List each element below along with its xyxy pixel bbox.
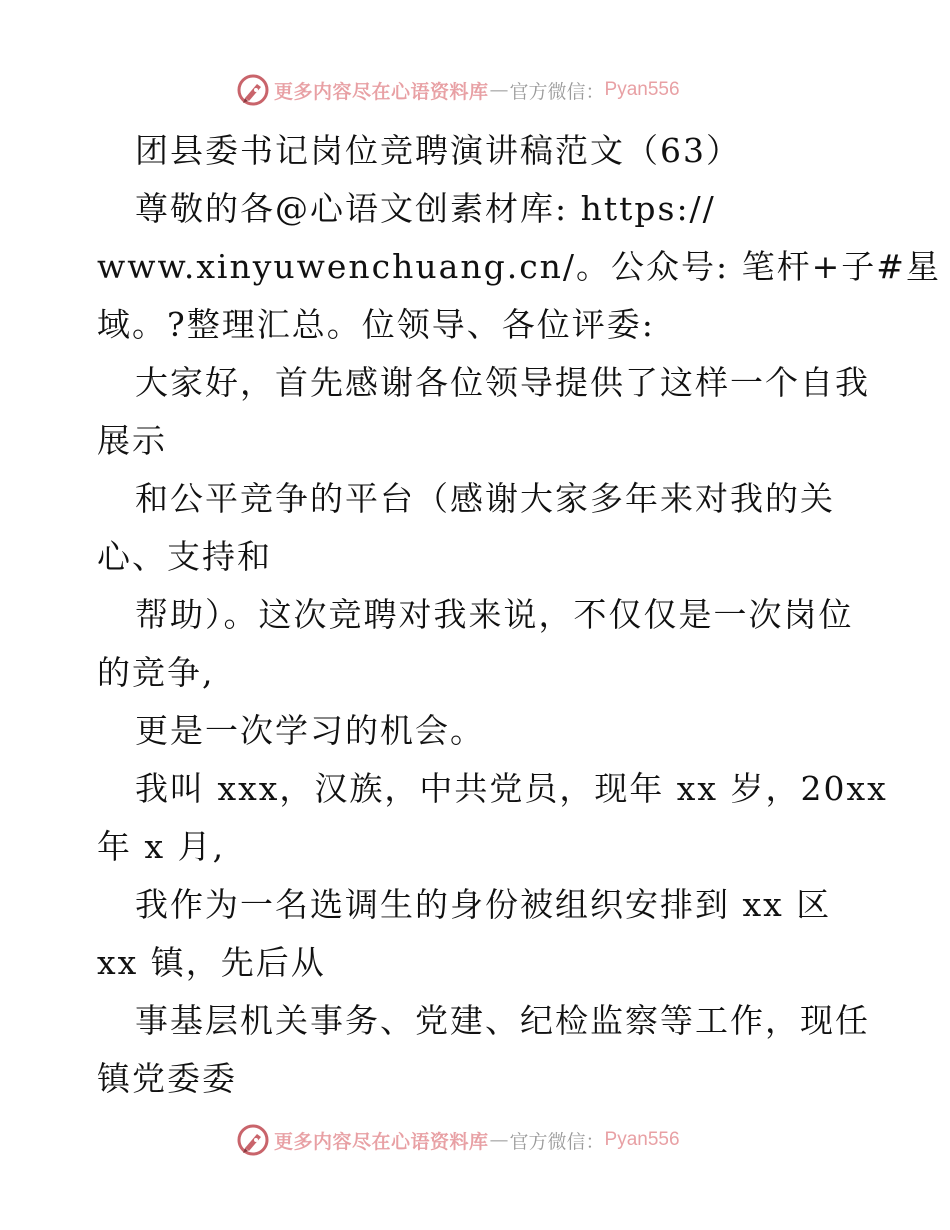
text-line: www.xinyuwenchuang.cn/。公众号: 笔杆+子#星 xyxy=(97,247,941,286)
watermark-sub-text: 官方微信： xyxy=(509,1130,605,1153)
header-watermark xyxy=(236,73,680,107)
watermark-sub-text: 官方微信： xyxy=(509,80,605,103)
footer-watermark xyxy=(236,1123,680,1157)
text-line: 展示 xyxy=(97,421,167,460)
watermark-dash: — xyxy=(489,1129,509,1151)
text-line: 心、支持和 xyxy=(97,537,272,576)
pen-logo-icon xyxy=(236,73,270,107)
watermark-account-id: Pyan556 xyxy=(604,1129,680,1150)
text-line: 和公平竞争的平台（感谢大家多年来对我的关 xyxy=(135,479,835,518)
text-line: 大家好，首先感谢各位领导提供了这样一个自我 xyxy=(135,363,870,402)
watermark-dash: — xyxy=(489,79,509,101)
text-line: 尊敬的各@心语文创素材库: https:// xyxy=(135,189,716,228)
text-line: 帮助）。这次竞聘对我来说，不仅仅是一次岗位 xyxy=(135,595,854,634)
pen-logo-icon xyxy=(236,1123,270,1157)
text-line: 更是一次学习的机会。 xyxy=(135,711,485,750)
text-line: 我作为一名选调生的身份被组织安排到 xx 区 xyxy=(135,885,832,924)
text-line: 的竞争, xyxy=(97,653,215,692)
document-title: 团县委书记岗位竞聘演讲稿范文（63） xyxy=(135,131,741,170)
text-line: 我叫 xxx，汉族，中共党员，现年 xx 岁，20xx xyxy=(135,769,888,808)
watermark-main-text: 更多内容尽在心语资料库 xyxy=(274,80,489,103)
text-line: 年 x 月, xyxy=(97,827,226,866)
watermark-account-id: Pyan556 xyxy=(604,79,680,100)
watermark-main-text: 更多内容尽在心语资料库 xyxy=(274,1130,489,1153)
text-line: 镇党委委 xyxy=(97,1059,237,1098)
document-body xyxy=(97,122,941,1108)
text-line: xx 镇，先后从 xyxy=(97,943,326,982)
text-line: 事基层机关事务、党建、纪检监察等工作，现任 xyxy=(135,1001,870,1040)
text-line: 域。?整理汇总。位领导、各位评委: xyxy=(97,305,655,344)
